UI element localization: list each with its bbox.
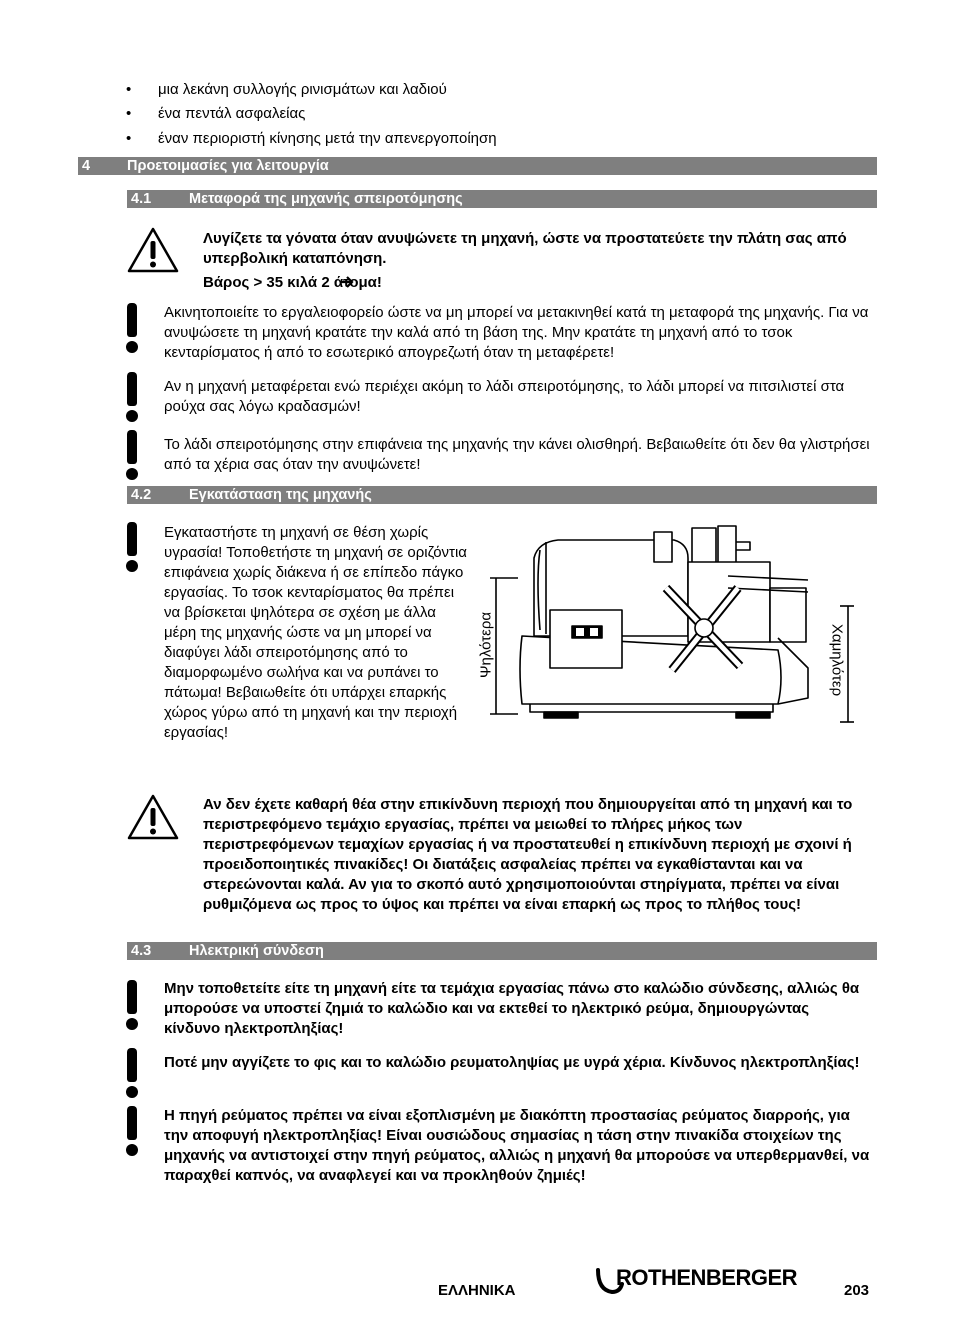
bullet-item xyxy=(126,104,305,124)
warning-text: Αν δεν έχετε καθαρή θέα στην επικίνδυνη περιοχή που δημιουργείται από τη μηχανή και το περιστρεφόμενο τεμάχιο εργασίας, πρέπει να μειωθεί το πλήρες μήκος των περιστρεφόμενων τεμαχίων εργασίας ή να προστατευθεί η επικίνδυνη περιοχή με σχοινί ή προειδοποιητικές πινακίδες! Οι διατάξεις ασφαλείας πρέπει να εγκαθίστανται και να στερεώνονται καλά. Αν για το σκοπό αυτό χρησιμοποιούνται στηρίγματα, πρέπει να είναι ρυθμιζόμενα ως προς το ύψος και πρέπει να είναι επαρκή ως προς το πλήθος τους! xyxy=(203,796,853,913)
caution-text: Ακινητοποιείτε το εργαλειοφορείο ώστε να μη μπορεί να μετακινηθεί κατά τη μεταφορά της μηχανής. Για να ανυψώσετε τη μηχανή κρατάτε την καλά από τη βάση της. Μην κρατάτε τη μηχανή από το τσοκ κενταρίσματος ή από το εσωτερικό απογρεζωτή όταν τη μεταφέρετε! xyxy=(164,304,869,361)
caution-text: Μην τοποθετείτε είτε τη μηχανή είτε τα τεμάχια εργασίας πάνω στο καλώδιο σύνδεσης, αλλιώς θα μπορούσε να υποστεί ζημιά το καλώδιο και να εκτεθεί το ηλεκτρικό ρεύμα, δημιουργώντας κίνδυνο ηλεκτροπληξίας! xyxy=(164,980,860,1037)
section-heading-4-3 xyxy=(127,942,877,960)
section-number: 4 xyxy=(82,158,91,174)
section-heading-4-1 xyxy=(127,190,877,208)
bullet-symbol: • xyxy=(126,81,132,98)
bullet-symbol: • xyxy=(126,130,132,147)
section-title: Μεταφορά της μηχανής σπειροτόμησης xyxy=(189,191,463,207)
label-low-text: Χαμηλότερ xyxy=(828,623,846,697)
arrow-right-icon xyxy=(340,275,354,289)
weight-note xyxy=(203,273,603,293)
bullet-symbol: • xyxy=(126,105,132,122)
section-number: 4.1 xyxy=(131,191,152,207)
caution-exclamation-icon xyxy=(125,522,139,572)
bullet-text: μια λεκάνη συλλογής ρινισμάτων και λαδιού xyxy=(158,81,447,98)
section-title: Εγκατάσταση της μηχανής xyxy=(189,487,372,503)
installation-text: Εγκαταστήστε τη μηχανή σε θέση χωρίς υγρασία! Τοποθετήστε τη μηχανή σε οριζόντια επιφάνεια χωρίς διάκενα ή σε επίπεδο πάγκο εργασίας. Το τσοκ κενταρίσματος θα πρέπει να βρίσκεται ψηλότερα σε σχέση με άλλα μέρη της μηχανής ώστε να μη μπορεί να διαφύγει λάδι σπειροτόμησης από το διαμορφωμένο σωλήνα και να ρυπάνει το πάτωμα! Βεβαιωθείτε ότι υπάρχει επαρκής χώρος γύρω από τη μηχανή και την περιοχή εργασίας! xyxy=(164,524,467,741)
caution-text: Ποτέ μην αγγίζετε το φις και το καλώδιο ρευματοληψίας με υγρά χέρια. Κίνδυνος ηλεκτροπληξίας! xyxy=(164,1054,860,1071)
section-heading-4-2 xyxy=(127,486,877,504)
section-title: Ηλεκτρική σύνδεση xyxy=(189,943,324,959)
threading-machine-illustration xyxy=(478,518,862,724)
warning-text: Λυγίζετε τα γόνατα όταν ανυψώνετε τη μηχανή, ώστε να προστατεύετε την πλάτη σας από υπερβολική καταπόνηση. xyxy=(203,230,847,267)
height-label-low xyxy=(827,610,847,710)
brand-name: ROTHENBERGER xyxy=(616,1265,798,1290)
page-number: 203 xyxy=(844,1282,870,1299)
caution-exclamation-icon xyxy=(125,372,139,422)
section-number: 4.2 xyxy=(131,487,152,503)
caution-exclamation-icon xyxy=(125,430,139,480)
caution-exclamation-icon xyxy=(125,980,139,1030)
warning-triangle-icon xyxy=(126,793,180,841)
bullet-text: έναν περιοριστή κίνησης μετά την απενεργοποίηση xyxy=(158,130,497,147)
section-number: 4.3 xyxy=(131,943,152,959)
section-title: Προετοιμασίες για λειτουργία xyxy=(127,158,329,174)
height-label-high xyxy=(476,590,496,700)
caution-text: Το λάδι σπειροτόμησης στην επιφάνεια της μηχανής την κάνει ολισθηρή. Βεβαιωθείτε ότι δεν θα γλιστρήσει από τα χέρια σας όταν την ανυψώνετε! xyxy=(164,436,870,473)
caution-exclamation-icon xyxy=(125,1048,139,1098)
bullet-text: ένα πεντάλ ασφαλείας xyxy=(158,105,306,122)
bullet-item xyxy=(126,129,497,149)
warning-triangle-icon xyxy=(126,226,180,274)
caution-text: Η πηγή ρεύματος πρέπει να είναι εξοπλισμένη με διακόπτη προστασίας ρεύματος διαρροής, για την αποφυγή ηλεκτροπληξίας! Είναι ουσιώδους σημασίας η τάση στην πινακίδα στοιχείων της μηχανής να αντιστοιχεί στην πηγή ρεύματος, αλλιώς η μηχανή θα μπορούσε να υπερθερμανθεί, να παραχθεί καπνός, να αναφλεγεί και να προκληθούν ζημιές! xyxy=(164,1107,870,1184)
label-high-text: Ψηλότερα xyxy=(477,611,495,679)
section-heading-4 xyxy=(78,157,877,175)
caution-text: Αν η μηχανή μεταφέρεται ενώ περιέχει ακόμη το λάδι σπειροτόμησης, το λάδι μπορεί να πιτσιλιστεί στα ρούχα σας λόγω κραδασμών! xyxy=(164,378,845,415)
bullet-item xyxy=(126,80,447,100)
brand-logo xyxy=(594,1262,830,1302)
weight-text: Βάρος > 35 κιλά 2 άτομα! xyxy=(203,274,382,291)
caution-exclamation-icon xyxy=(125,303,139,353)
caution-exclamation-icon xyxy=(125,1106,139,1156)
footer-language: ΕΛΛΗΝΙΚΑ xyxy=(438,1282,516,1299)
